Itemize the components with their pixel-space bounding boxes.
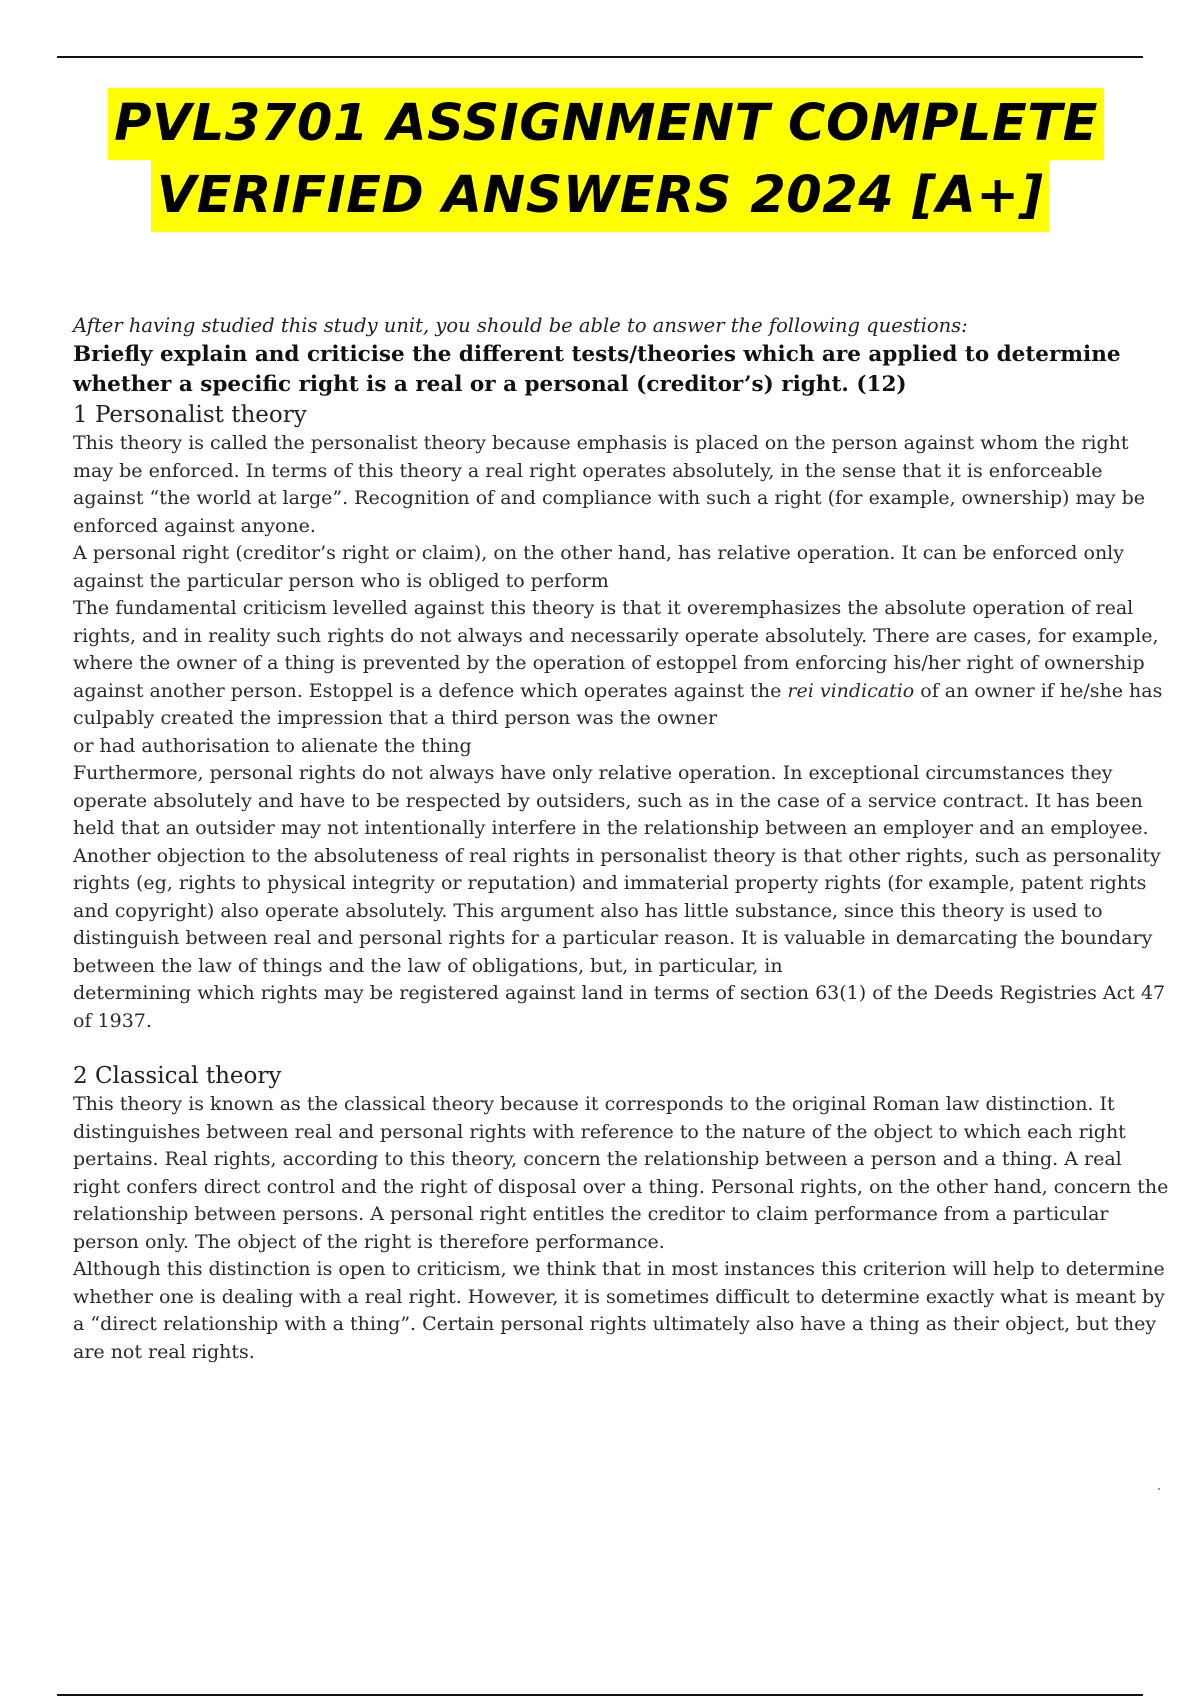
top-rule [57, 56, 1143, 58]
paragraph: A personal right (creditor’s right or claim), on the other hand, has relative operation. It can be enforced only against the particular person who is obliged to perform [73, 542, 1124, 592]
document-body [73, 312, 1173, 1366]
latin-term: rei vindicatio [787, 679, 915, 702]
document-title [0, 88, 1200, 232]
title-line-2: VERIFIED ANSWERS 2024 [A+] [151, 160, 1050, 232]
question-text: Briefly explain and criticise the different tests/theories which are applied to determine whether a specific right is a real or a personal (creditor’s) right. (12) [73, 342, 1121, 397]
paragraph-text: of an owner if he/she has culpably created the impression that a third person was the owner [73, 679, 1163, 729]
paragraph: or had authorisation to alienate the thing [73, 734, 472, 757]
paragraph: Furthermore, personal rights do not always have only relative operation. In exceptional circumstances they operate absolutely and have to be respected by outsiders, such as in the case of a service contract. It has been held that an outsider may not intentionally interfere in the relationship between an employer and an employee. [73, 762, 1149, 839]
paragraph: Although this distinction is open to criticism, we think that in most instances this criterion will help to determine whether one is dealing with a real right. However, it is sometimes difficult to determine exactly what is meant by a “direct relationship with a thing”. Certain personal rights ultimately also have a thing as their object, but they are not real rights. [73, 1258, 1165, 1363]
stray-mark [1158, 1488, 1160, 1490]
title-line-1: PVL3701 ASSIGNMENT COMPLETE [108, 88, 1104, 160]
section-heading-personalist: 1 Personalist theory [73, 402, 307, 428]
paragraph [73, 595, 1173, 733]
section-heading-classical: 2 Classical theory [73, 1063, 282, 1089]
paragraph: Another objection to the absoluteness of real rights in personalist theory is that other rights, such as personality rights (eg, rights to physical integrity or reputation) and immaterial property rights (for example, patent rights and copyright) also operate absolutely. This argument also has little substance, since this theory is used to distinguish between real and personal rights for a particular reason. It is valuable in demarcating the boundary between the law of things and the law of obligations, but, in particular, in [73, 844, 1161, 977]
paragraph: This theory is known as the classical theory because it corresponds to the original Roman law distinction. It distinguishes between real and personal rights with reference to the nature of the object to which each right pertains. Real rights, according to this theory, concern the relationship between a person and a thing. A real right confers direct control and the right of disposal over a thing. Personal rights, on the other hand, concern the relationship between persons. A personal right entitles the creditor to claim performance from a particular person only. The object of the right is therefore performance. [73, 1093, 1169, 1253]
paragraph: This theory is called the personalist theory because emphasis is placed on the person against whom the right may be enforced. In terms of this theory a real right operates absolutely, in the sense that it is enforceable against “the world at large”. Recognition of and compliance with such a right (for example, ownership) may be enforced against anyone. [73, 432, 1145, 537]
intro-text: After having studied this study unit, you should be able to answer the following questions: [73, 314, 968, 337]
paragraph: determining which rights may be registered against land in terms of section 63(1) of the Deeds Registries Act 47 of 1937. [73, 982, 1166, 1032]
paragraph-text: The fundamental criticism levelled against this theory is that it overemphasizes the absolute operation of real rights, and in reality such rights do not always and necessarily operate absolutely. There are cases, for example, where the owner of a thing is prevented by the operation of estoppel from enforcing his/her right of ownership against another person. Estoppel is a defence which operates against the [73, 597, 1159, 702]
bottom-rule [57, 1694, 1143, 1696]
